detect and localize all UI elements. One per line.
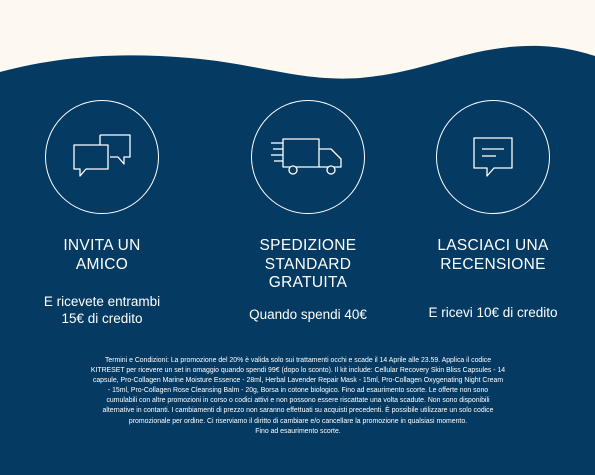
terms-line: Fino ad esaurimento scorte. [255,427,341,435]
feature-description-line: E ricevete entrambi [43,294,161,309]
feature-title [17,237,187,274]
feature-description-line: E ricevi 10€ di credito [428,305,558,320]
delivery-truck-icon [271,137,345,177]
terms-line: alternative in contanti. I cambiamenti di prezzo non saranno effettuati su acquisti precedenti. È possibile utilizzare un solo codice [102,407,494,415]
feature-title [408,237,578,274]
feature-circle [45,100,159,214]
feature-description-line: Quando spendi 40€ [249,306,367,322]
feature-title-line: INVITA UN [63,237,141,254]
feature-description [17,293,187,327]
feature-free-shipping [223,100,393,323]
feature-circle [436,100,550,214]
terms-and-conditions [28,356,568,437]
terms-line: - 15ml, Pro-Collagen Rose Cleansing Balm - 20g, Borsa in cotone biologico. Fino ad esaurimento scorte. Le offerte non sono [107,387,489,395]
feature-title-line: RECENSIONE [440,255,546,273]
feature-title-line: LASCIACI UNA [437,237,549,254]
terms-line: Termini e Condizioni: La promozione del 20% è valida solo sui trattamenti occhi e scade il 14 Aprile alle 23.59. Applica il codice [104,357,492,364]
feature-description-line: 15€ di credito [61,311,143,326]
feature-title-line: SPEDIZIONE [259,237,357,254]
feature-title-line: GRATUITA [268,274,348,291]
feature-title [223,237,393,293]
feature-title-line: AMICO [75,255,129,273]
message-icon [472,136,514,178]
feature-leave-review [408,100,578,321]
feature-invite-friend [17,100,187,327]
terms-line: KITRESET per ricevere un set in omaggio quando spendi 99€ (dopo lo sconto). Il kit include: Cellular Recovery Skin Bliss Capsules - 14 [90,367,506,375]
feature-description [223,306,393,323]
feature-circle [251,100,365,214]
terms-line: capsule, Pro-Collagen Marine Moisture Essence - 28ml, Herbal Lavender Repair Mask - 15ml, Pro-Collagen Oxygenating Night Cream [92,377,504,385]
feature-title-line: STANDARD [264,255,352,273]
feature-description [408,304,578,321]
terms-line: promozionale per ordine. Ci riserviamo il diritto di cambiare e/o cancellare la promozione in qualsiasi momento. [128,417,468,425]
terms-line: cumulabili con altre promozioni in corso o codici attivi e non possono essere riscattate una volta scadute. Non sono disponibili [106,397,490,405]
chat-bubbles-icon [72,133,132,181]
